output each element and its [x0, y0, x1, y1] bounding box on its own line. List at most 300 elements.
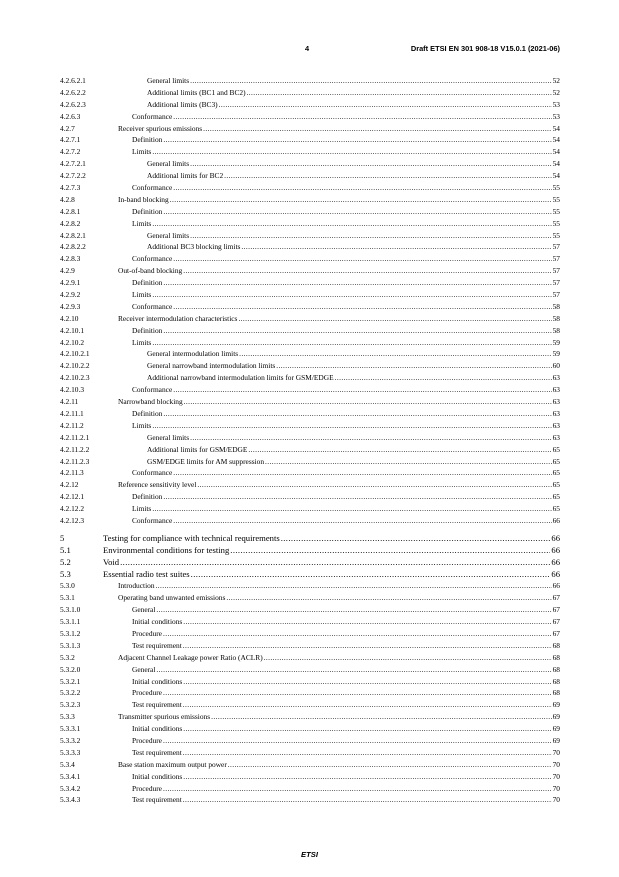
page-header — [60, 44, 560, 56]
toc-entry[interactable] — [60, 783, 560, 795]
toc-leader-dots — [183, 723, 551, 735]
toc-title: Introduction — [118, 581, 155, 591]
toc-page-number: 55 — [552, 183, 560, 193]
toc-page-number: 66 — [552, 515, 560, 525]
toc-title: Limits — [132, 420, 152, 430]
toc-number: 4.2.12.2 — [60, 504, 85, 514]
document-id: Draft ETSI EN 301 908-18 V15.0.1 (2021-06) — [410, 44, 560, 53]
toc-leader-dots — [163, 408, 551, 420]
toc-title: Procedure — [132, 735, 162, 745]
toc-title: Narrowband blocking — [118, 397, 183, 407]
toc-page-number: 69 — [552, 700, 560, 710]
toc-title: Procedure — [132, 688, 162, 698]
toc-leader-dots — [183, 771, 551, 783]
toc-leader-dots — [247, 87, 552, 99]
toc-leader-dots — [224, 170, 551, 182]
toc-title: General — [132, 664, 156, 674]
toc-page-number: 67 — [552, 605, 560, 615]
toc-title: Definition — [132, 325, 163, 335]
toc-title: Initial conditions — [132, 676, 183, 686]
toc-number: 5 — [60, 532, 65, 543]
toc-leader-dots — [173, 301, 551, 313]
toc-title: Essential radio test suites — [103, 568, 190, 579]
toc-page-number: 55 — [552, 194, 560, 204]
toc-number: 5.3.4.2 — [60, 783, 81, 793]
toc-entry[interactable] — [60, 111, 560, 123]
toc-leader-dots — [335, 372, 552, 384]
toc-entry[interactable] — [60, 628, 560, 640]
toc-page-number: 68 — [552, 688, 560, 698]
toc-page-number: 68 — [552, 676, 560, 686]
toc-leader-dots — [226, 592, 551, 604]
toc-title: Limits — [132, 504, 152, 514]
toc-title: Conformance — [132, 254, 173, 264]
toc-entry[interactable] — [60, 420, 560, 432]
toc-entry[interactable] — [60, 218, 560, 230]
toc-leader-dots — [152, 337, 551, 349]
toc-leader-dots — [173, 384, 551, 396]
toc-title: General limits — [147, 159, 190, 169]
toc-leader-dots — [183, 640, 552, 652]
toc-title: Procedure — [132, 628, 162, 638]
toc-entry[interactable] — [60, 253, 560, 265]
toc-entry[interactable] — [60, 289, 560, 301]
toc-page-number: 70 — [552, 771, 560, 781]
toc-leader-dots — [241, 241, 551, 253]
toc-entry[interactable] — [60, 545, 560, 557]
toc-title: Adjacent Channel Leakage power Ratio (ACLR) — [118, 652, 263, 662]
toc-page-number: 63 — [552, 397, 560, 407]
toc-entry[interactable] — [60, 557, 560, 569]
toc-leader-dots — [203, 123, 551, 135]
toc-page-number: 57 — [552, 266, 560, 276]
toc-leader-dots — [152, 289, 551, 301]
toc-entry[interactable] — [60, 360, 560, 372]
toc-title: General narrowband intermodulation limits — [147, 361, 276, 371]
toc-page-number: 65 — [552, 492, 560, 502]
toc-leader-dots — [156, 604, 551, 616]
toc-leader-dots — [163, 325, 551, 337]
toc-title: Definition — [132, 278, 163, 288]
toc-leader-dots — [170, 194, 552, 206]
toc-page-number: 59 — [552, 349, 560, 359]
toc-page-number: 67 — [552, 628, 560, 638]
toc-title: Receiver intermodulation characteristics — [118, 313, 238, 323]
toc-title: Conformance — [132, 515, 173, 525]
toc-number: 4.2.7.2.1 — [60, 159, 86, 169]
toc-entry[interactable] — [60, 396, 560, 408]
toc-number: 4.2.9 — [60, 266, 75, 276]
toc-page-number: 57 — [552, 254, 560, 264]
toc-title: Initial conditions — [132, 724, 183, 734]
toc-entry[interactable] — [60, 123, 560, 135]
toc-entry[interactable] — [60, 515, 560, 527]
toc-number: 4.2.7.1 — [60, 135, 81, 145]
toc-page-number: 55 — [552, 230, 560, 240]
toc-page-number: 69 — [552, 735, 560, 745]
toc-title: GSM/EDGE limits for AM suppression — [147, 456, 265, 466]
toc-page-number: 65 — [552, 444, 560, 454]
toc-page-number: 70 — [552, 783, 560, 793]
toc-number: 4.2.11.2 — [60, 420, 84, 430]
toc-title: Conformance — [132, 111, 173, 121]
toc-page-number: 59 — [552, 337, 560, 347]
toc-title: Limits — [132, 218, 152, 228]
toc-number: 5.3.1.1 — [60, 617, 81, 627]
toc-page-number: 63 — [552, 373, 560, 383]
toc-page-number: 58 — [552, 313, 560, 323]
toc-number: 5.3.3.2 — [60, 735, 81, 745]
toc-leader-dots — [219, 99, 552, 111]
toc-entry[interactable] — [60, 664, 560, 676]
toc-title: Conformance — [132, 183, 173, 193]
toc-leader-dots — [183, 699, 552, 711]
toc-leader-dots — [173, 111, 551, 123]
toc-entry[interactable] — [60, 759, 560, 771]
toc-entry[interactable] — [60, 337, 560, 349]
toc-number: 4.2.9.3 — [60, 301, 81, 311]
toc-page-number: 68 — [552, 640, 560, 650]
toc-entry[interactable] — [60, 723, 560, 735]
toc-number: 4.2.11.3 — [60, 468, 84, 478]
toc-entry[interactable] — [60, 301, 560, 313]
toc-entry[interactable] — [60, 325, 560, 337]
toc-entry[interactable] — [60, 75, 560, 87]
toc-entry[interactable] — [60, 479, 560, 491]
toc-entry[interactable] — [60, 771, 560, 783]
toc-title: Additional limits (BC3) — [147, 99, 218, 109]
toc-entry[interactable] — [60, 676, 560, 688]
toc-leader-dots — [163, 628, 552, 640]
toc-entry[interactable] — [60, 241, 560, 253]
toc-title: General limits — [147, 230, 190, 240]
table-of-contents — [60, 75, 560, 806]
toc-number: 5.1 — [60, 544, 71, 555]
toc-number: 5.3.1.2 — [60, 628, 81, 638]
toc-page-number: 57 — [552, 278, 560, 288]
toc-entry[interactable] — [60, 735, 560, 747]
toc-title: Definition — [132, 408, 163, 418]
toc-title: Test requirement — [132, 795, 182, 805]
toc-leader-dots — [248, 444, 551, 456]
toc-leader-dots — [173, 515, 551, 527]
toc-number: 4.2.12 — [60, 480, 79, 490]
toc-number: 5.3.1.3 — [60, 640, 81, 650]
toc-entry[interactable] — [60, 277, 560, 289]
toc-entry[interactable] — [60, 794, 560, 806]
toc-title: Additional BC3 blocking limits — [147, 242, 241, 252]
toc-leader-dots — [163, 206, 551, 218]
toc-page-number: 70 — [552, 747, 560, 757]
toc-entry[interactable] — [60, 616, 560, 628]
toc-leader-dots — [190, 230, 552, 242]
toc-leader-dots — [120, 557, 550, 569]
toc-page-number: 57 — [552, 290, 560, 300]
toc-number: 4.2.11 — [60, 397, 79, 407]
toc-entry[interactable] — [60, 408, 560, 420]
toc-number: 5.3.2.3 — [60, 700, 81, 710]
toc-leader-dots — [190, 432, 552, 444]
toc-entry[interactable] — [60, 467, 560, 479]
toc-number: 4.2.7 — [60, 123, 75, 133]
toc-title: Additional limits for GSM/EDGE — [147, 444, 248, 454]
toc-page-number: 66 — [551, 556, 560, 567]
toc-page-number: 68 — [552, 652, 560, 662]
toc-leader-dots — [163, 277, 551, 289]
toc-page-number: 60 — [552, 361, 560, 371]
toc-number: 4.2.10.2.3 — [60, 373, 90, 383]
toc-number: 5.3 — [60, 568, 71, 579]
toc-entry[interactable] — [60, 230, 560, 242]
toc-entry[interactable] — [60, 265, 560, 277]
toc-leader-dots — [183, 676, 551, 688]
toc-entry[interactable] — [60, 533, 560, 545]
toc-entry[interactable] — [60, 580, 560, 592]
toc-leader-dots — [265, 456, 552, 468]
toc-number: 4.2.6.2.1 — [60, 76, 86, 85]
toc-title: General — [132, 605, 156, 615]
toc-entry[interactable] — [60, 652, 560, 664]
toc-page-number: 69 — [552, 712, 560, 722]
toc-number: 4.2.6.3 — [60, 111, 81, 121]
toc-number: 4.2.8.2.2 — [60, 242, 86, 252]
toc-title: Base station maximum output power — [118, 759, 227, 769]
toc-page-number: 53 — [552, 111, 560, 121]
toc-leader-dots — [152, 420, 551, 432]
toc-title: Testing for compliance with technical requirements — [103, 532, 280, 543]
toc-page-number: 66 — [552, 581, 560, 591]
toc-title: Additional limits for BC2 — [147, 171, 224, 181]
toc-title: Environmental conditions for testing — [103, 544, 230, 555]
toc-page-number: 69 — [552, 724, 560, 734]
toc-page-number: 63 — [552, 432, 560, 442]
toc-title: Reference sensitivity level — [118, 480, 197, 490]
toc-page-number: 58 — [552, 325, 560, 335]
toc-number: 5.3.1 — [60, 593, 75, 603]
toc-page-number: 63 — [552, 385, 560, 395]
toc-title: Definition — [132, 206, 163, 216]
toc-number: 4.2.9.1 — [60, 278, 81, 288]
toc-title: Conformance — [132, 301, 173, 311]
toc-page-number: 54 — [552, 147, 560, 157]
footer-publisher: ETSI — [301, 850, 318, 859]
toc-number: 5.3.4.3 — [60, 795, 81, 805]
toc-entry[interactable] — [60, 604, 560, 616]
toc-number: 4.2.11.1 — [60, 408, 84, 418]
toc-number: 4.2.8.3 — [60, 254, 81, 264]
toc-number: 5.3.4.1 — [60, 771, 81, 781]
toc-entry[interactable] — [60, 432, 560, 444]
toc-leader-dots — [183, 747, 552, 759]
toc-leader-dots — [264, 652, 552, 664]
toc-number: 4.2.10.1 — [60, 325, 85, 335]
toc-entry[interactable] — [60, 146, 560, 158]
toc-leader-dots — [191, 569, 551, 581]
toc-leader-dots — [228, 759, 552, 771]
toc-entry[interactable] — [60, 158, 560, 170]
toc-leader-dots — [190, 158, 552, 170]
toc-page-number: 65 — [552, 456, 560, 466]
toc-page-number: 66 — [551, 544, 560, 555]
toc-number: 4.2.11.2.2 — [60, 444, 90, 454]
toc-entry[interactable] — [60, 182, 560, 194]
toc-entry[interactable] — [60, 569, 560, 581]
toc-page-number: 66 — [551, 568, 560, 579]
toc-page-number: 54 — [552, 159, 560, 169]
toc-entry[interactable] — [60, 313, 560, 325]
toc-entry[interactable] — [60, 503, 560, 515]
toc-title: Receiver spurious emissions — [118, 123, 203, 133]
toc-leader-dots — [239, 348, 551, 360]
toc-leader-dots — [183, 616, 551, 628]
toc-leader-dots — [230, 545, 550, 557]
toc-leader-dots — [163, 134, 551, 146]
toc-number: 4.2.11.2.1 — [60, 432, 90, 442]
toc-page-number: 67 — [552, 617, 560, 627]
toc-page-number: 58 — [552, 301, 560, 311]
toc-number: 5.3.3 — [60, 712, 75, 722]
toc-leader-dots — [163, 687, 552, 699]
toc-number: 4.2.8.1 — [60, 206, 81, 216]
toc-page-number: 57 — [552, 242, 560, 252]
toc-page-number: 55 — [552, 206, 560, 216]
toc-entry[interactable] — [60, 99, 560, 111]
toc-title: Additional narrowband intermodulation limits for GSM/EDGE — [147, 373, 334, 383]
toc-page-number: 65 — [552, 480, 560, 490]
toc-leader-dots — [276, 360, 551, 372]
toc-page-number: 54 — [552, 123, 560, 133]
toc-page-number: 65 — [552, 468, 560, 478]
toc-entry[interactable] — [60, 206, 560, 218]
toc-leader-dots — [281, 533, 551, 545]
toc-entry[interactable] — [60, 687, 560, 699]
toc-title: Limits — [132, 337, 152, 347]
toc-title: Conformance — [132, 468, 173, 478]
toc-title: General limits — [147, 76, 190, 85]
toc-number: 4.2.10.3 — [60, 385, 85, 395]
toc-title: General limits — [147, 432, 190, 442]
toc-entry[interactable] — [60, 87, 560, 99]
toc-title: Operating band unwanted emissions — [118, 593, 226, 603]
toc-number: 5.3.2 — [60, 652, 75, 662]
toc-entry[interactable] — [60, 491, 560, 503]
toc-number: 5.2 — [60, 556, 71, 567]
toc-page-number: 70 — [552, 795, 560, 805]
toc-title: Test requirement — [132, 700, 182, 710]
toc-entry[interactable] — [60, 348, 560, 360]
toc-leader-dots — [211, 711, 551, 723]
toc-page-number: 54 — [552, 135, 560, 145]
toc-title: General intermodulation limits — [147, 349, 239, 359]
toc-leader-dots — [183, 265, 551, 277]
toc-leader-dots — [163, 783, 552, 795]
toc-page-number: 52 — [552, 76, 560, 85]
toc-entry[interactable] — [60, 134, 560, 146]
toc-leader-dots — [156, 580, 552, 592]
toc-leader-dots — [152, 503, 551, 515]
toc-entry[interactable] — [60, 711, 560, 723]
toc-number: 4.2.8.2 — [60, 218, 81, 228]
toc-entry[interactable] — [60, 170, 560, 182]
toc-leader-dots — [173, 182, 551, 194]
toc-page-number: 70 — [552, 759, 560, 769]
toc-entry[interactable] — [60, 372, 560, 384]
page-number: 4 — [305, 44, 310, 53]
toc-number: 4.2.10.2.2 — [60, 361, 90, 371]
toc-number: 5.3.3.3 — [60, 747, 81, 757]
toc-number: 4.2.12.3 — [60, 515, 85, 525]
toc-number: 5.3.4 — [60, 759, 75, 769]
toc-entry[interactable] — [60, 747, 560, 759]
toc-leader-dots — [163, 735, 552, 747]
toc-title: Definition — [132, 492, 163, 502]
toc-title: Additional limits (BC1 and BC2) — [147, 87, 246, 97]
toc-title: Test requirement — [132, 747, 182, 757]
toc-leader-dots — [163, 491, 551, 503]
toc-number: 4.2.7.2 — [60, 147, 81, 157]
toc-number: 4.2.12.1 — [60, 492, 85, 502]
toc-number: 4.2.11.2.3 — [60, 456, 90, 466]
toc-title: Transmitter spurious emissions — [118, 712, 211, 722]
toc-title: Limits — [132, 147, 152, 157]
toc-page-number: 54 — [552, 171, 560, 181]
toc-title: Initial conditions — [132, 617, 183, 627]
toc-page-number: 52 — [552, 87, 560, 97]
toc-title: Procedure — [132, 783, 162, 793]
toc-leader-dots — [173, 253, 551, 265]
toc-number: 4.2.8 — [60, 194, 75, 204]
toc-number: 5.3.0 — [60, 581, 75, 591]
toc-number: 4.2.10 — [60, 313, 79, 323]
toc-title: Definition — [132, 135, 163, 145]
toc-page-number: 55 — [552, 218, 560, 228]
toc-title: In-band blocking — [118, 194, 169, 204]
toc-entry[interactable] — [60, 384, 560, 396]
toc-page-number: 63 — [552, 420, 560, 430]
toc-leader-dots — [183, 794, 552, 806]
toc-entry[interactable] — [60, 699, 560, 711]
toc-title: Test requirement — [132, 640, 182, 650]
toc-leader-dots — [190, 75, 552, 87]
toc-title: Limits — [132, 290, 152, 300]
toc-title: Conformance — [132, 385, 173, 395]
toc-title: Out-of-band blocking — [118, 266, 183, 276]
toc-page-number: 68 — [552, 664, 560, 674]
toc-leader-dots — [152, 146, 551, 158]
toc-number: 4.2.10.2.1 — [60, 349, 90, 359]
toc-title: Void — [103, 556, 120, 567]
toc-number: 5.3.3.1 — [60, 724, 81, 734]
toc-leader-dots — [173, 467, 551, 479]
toc-leader-dots — [184, 396, 552, 408]
toc-page-number: 66 — [551, 532, 560, 543]
toc-entry[interactable] — [60, 456, 560, 468]
toc-page-number: 63 — [552, 408, 560, 418]
toc-title: Initial conditions — [132, 771, 183, 781]
toc-number: 5.3.1.0 — [60, 605, 81, 615]
toc-entry[interactable] — [60, 640, 560, 652]
toc-number: 5.3.2.1 — [60, 676, 81, 686]
toc-page-number: 65 — [552, 504, 560, 514]
toc-entry[interactable] — [60, 444, 560, 456]
toc-leader-dots — [156, 664, 551, 676]
toc-entry[interactable] — [60, 592, 560, 604]
toc-leader-dots — [197, 479, 551, 491]
toc-number: 4.2.9.2 — [60, 290, 81, 300]
toc-entry[interactable] — [60, 194, 560, 206]
toc-leader-dots — [152, 218, 551, 230]
toc-number: 4.2.7.3 — [60, 183, 81, 193]
